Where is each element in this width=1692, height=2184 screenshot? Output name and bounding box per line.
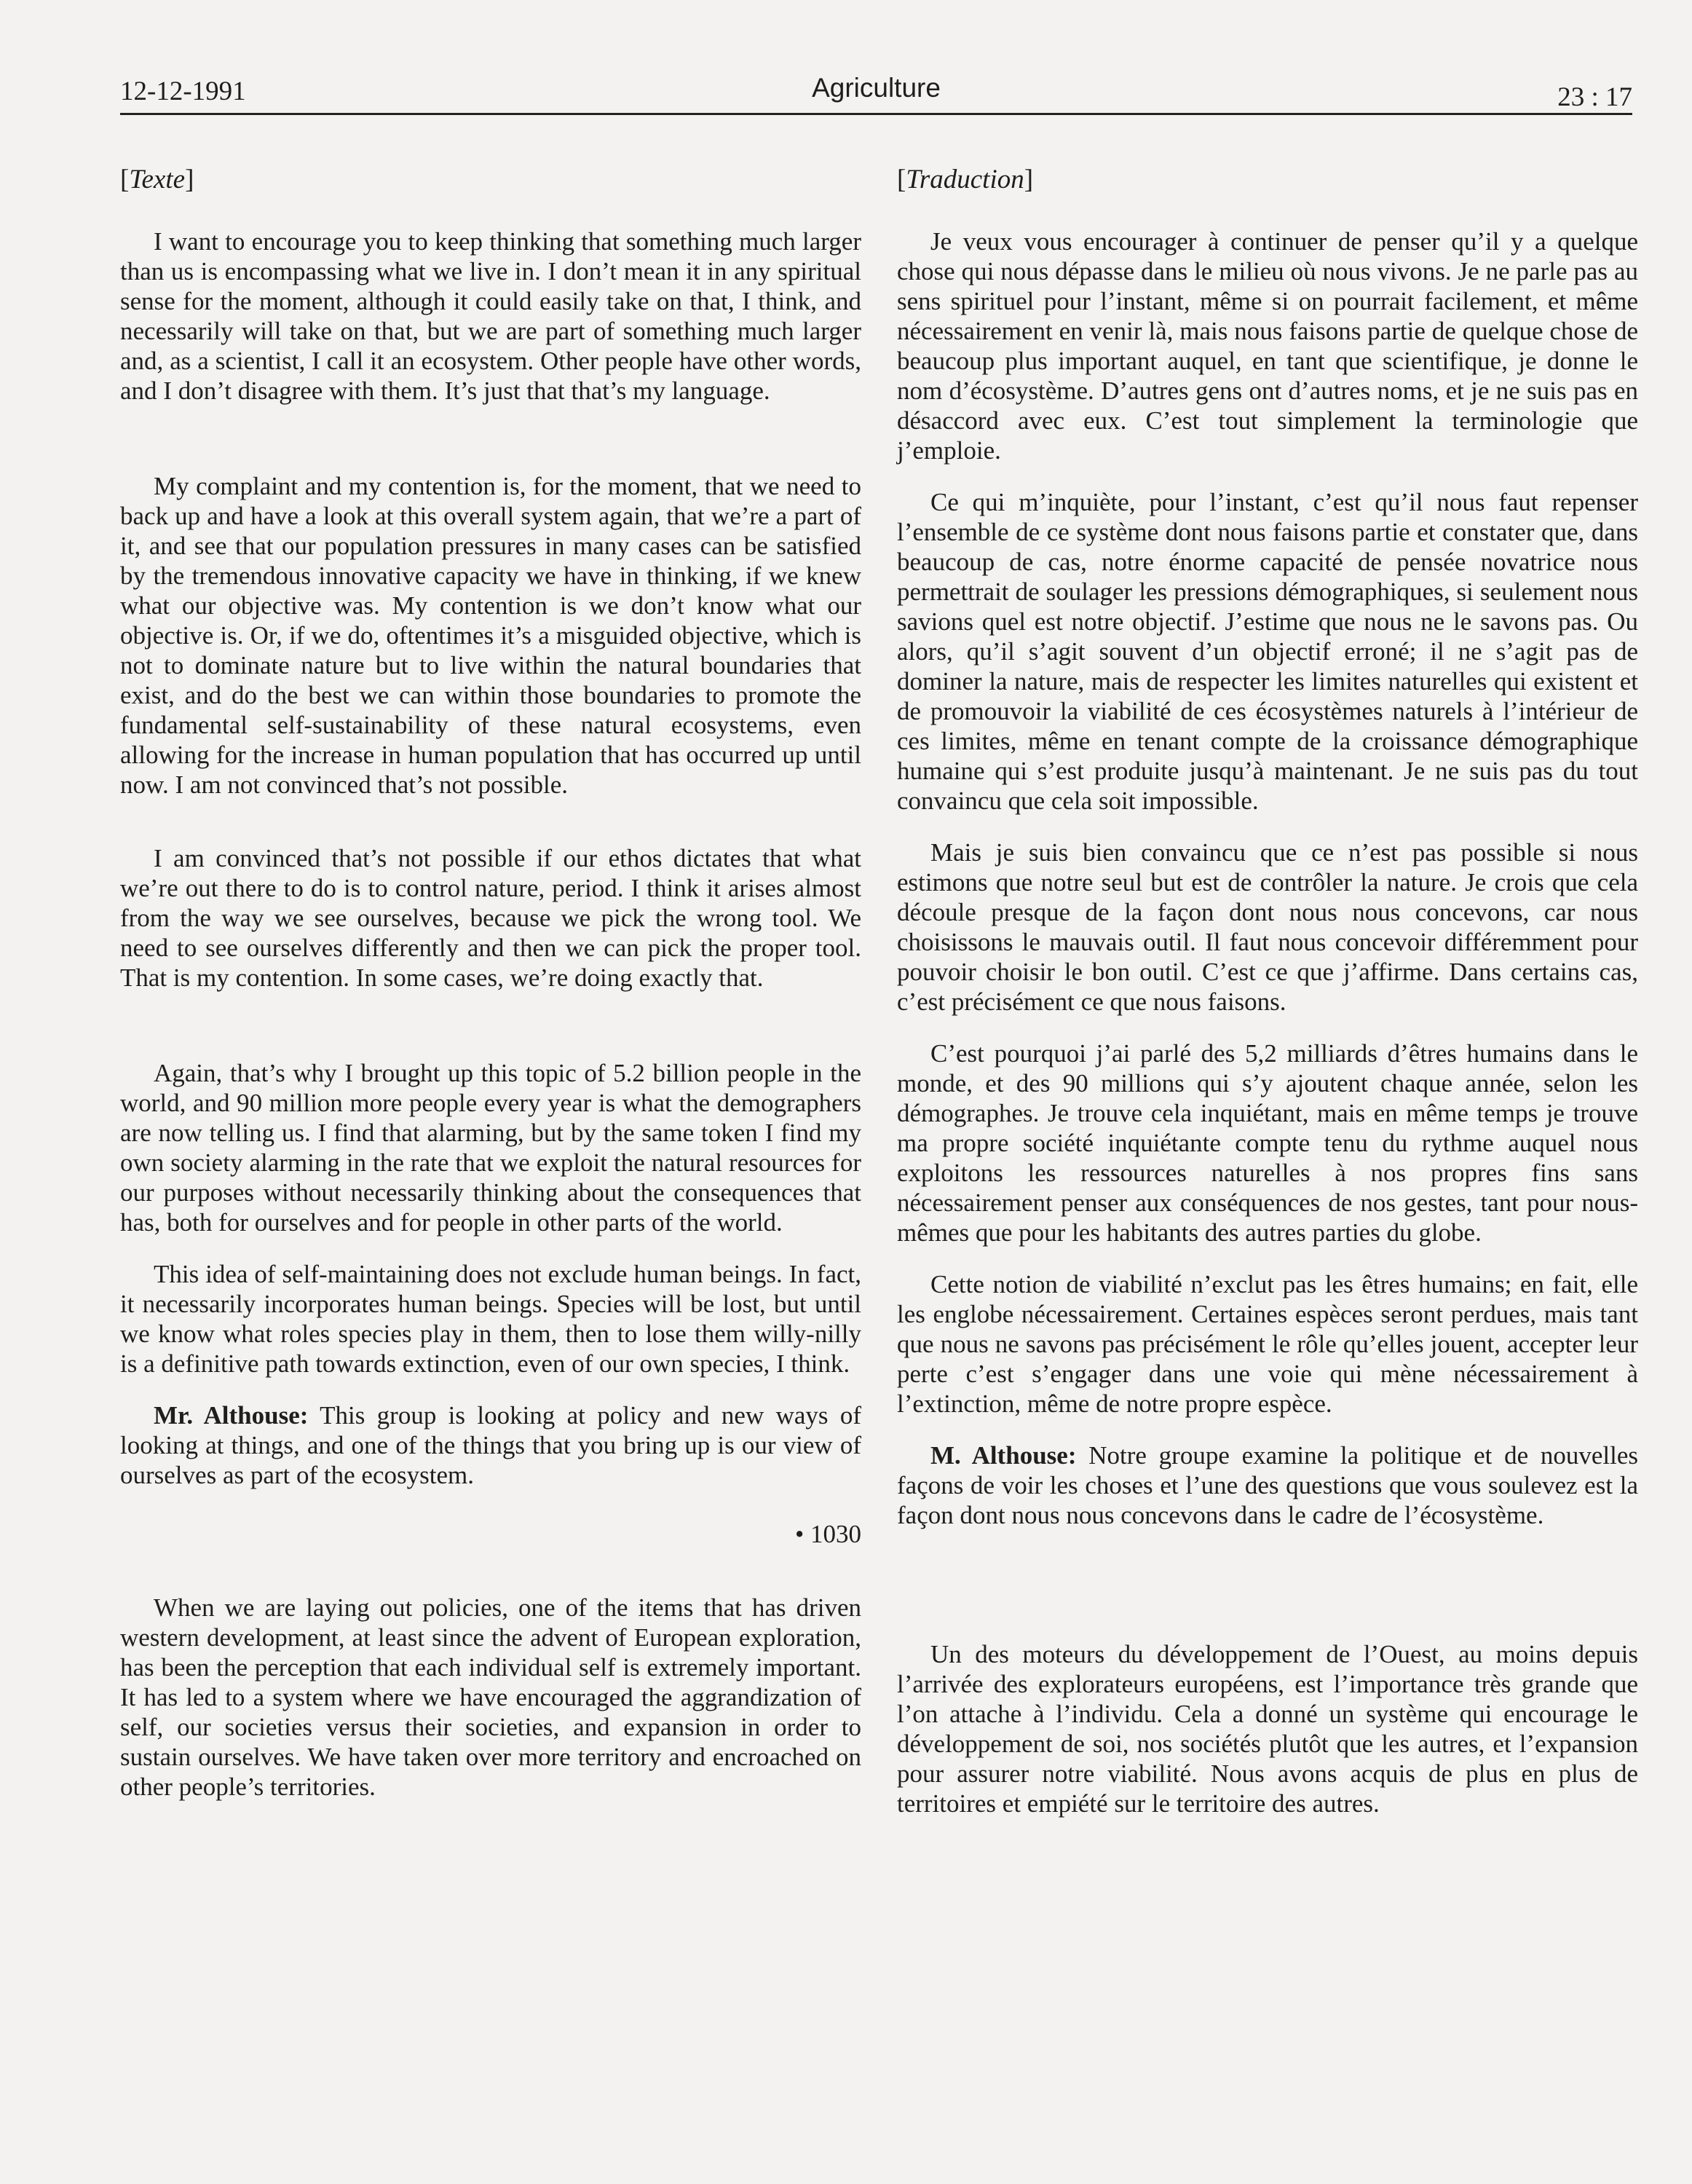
time-marker: • 1030: [794, 1520, 861, 1548]
paragraph: Mais je suis bien convaincu que ce n’est pas possible si nous estimons que notre seul but est de contrôler la nature. Je crois que cela découle presque de la façon dont nous nous concevons, car nous choisissons le mauvais outil. Il faut nous concevoir différemment pour pouvoir choisir le bon outil. C’est ce que j’affirme. Dans certains cas, c’est précisément ce que nous faisons.: [897, 838, 1638, 1016]
language-label-text: Texte: [129, 165, 186, 194]
speaker-name: M. Althouse:: [930, 1441, 1077, 1470]
language-label-english: [Texte]: [120, 165, 194, 194]
speaker-text: Notre groupe examine la politique et de nouvelles façons de voir les choses et l’une des questions que vous soulevez est la façon dont nous nous concevons dans le cadre de l’écosystème.: [897, 1441, 1638, 1529]
english-column: [120, 164, 861, 1802]
paragraph: Again, that’s why I brought up this topic of 5.2 billion people in the world, and 90 million more people every year is what the demographers are now telling us. I find that alarming, but by the same token I find my own society alarming in the rate that we exploit the natural resources for our purposes without necessarily thinking about the consequences that has, both for ourselves and for people in other parts of the world.: [120, 1059, 861, 1237]
paragraph: This idea of self-maintaining does not exclude human beings. In fact, it necessarily incorporates human beings. Species will be lost, but until we know what roles species play in them, then to lose them willy-nilly is a definitive path towards extinction, even of our own species, I think.: [120, 1260, 861, 1378]
paragraph: Ce qui m’inquiète, pour l’instant, c’est qu’il nous faut repenser l’ensemble de ce système dont nous faisons partie et constater que, dans beaucoup de cas, notre énorme capacité de pensée novatrice nous permettrait de soulager les pressions démographiques, si seulement nous savions quel est notre objectif. J’estime que nous ne le savons pas. Ou alors, qu’il s’agit souvent d’un objectif erroné; il ne s’agit pas de dominer la nature, mais de respecter les limites naturelles qui existent et de promouvoir la viabilité de ces écosystèmes naturels à l’intérieur de ces limites, même en tenant compte de la croissance démographique humaine qui s’est produite jusqu’à maintenant. Je ne suis pas du tout convaincu que cela soit impossible.: [897, 488, 1638, 815]
speaker-text: This group is looking at policy and new ways of looking at things, and one of the things that you bring up is our view of ourselves as part of the ecosystem.: [120, 1401, 862, 1489]
speaker-name: Mr. Althouse:: [154, 1401, 309, 1430]
paragraph: Cette notion de viabilité n’exclut pas les êtres humains; en fait, elle les englobe nécessairement. Certaines espèces seront perdues, mais tant que nous ne savons pas précisément le rôle qu’elles jouent, accepter leur perte c’est s’engager dans une voie qui mène nécessairement à l’extinction, même de notre propre espèce.: [897, 1270, 1638, 1418]
paragraph: C’est pourquoi j’ai parlé des 5,2 milliards d’êtres humains dans le monde, et des 90 millions qui s’y ajoutent chaque année, selon les démographes. Je trouve cela inquiétant, mais en même temps je trouve ma propre société inquiétante compte tenu du rythme auquel nous exploitons les ressources naturelles à nos propres fins sans nécessairement penser aux conséquences de nos gestes, tant pour nous-mêmes que pour les habitants des autres parties du globe.: [897, 1039, 1638, 1247]
header-rule: [120, 113, 1632, 115]
language-label-text: Traduction: [906, 165, 1024, 194]
language-label-french: [Traduction]: [897, 165, 1034, 194]
header-page-number: 23 : 17: [1557, 82, 1632, 112]
paragraph: I want to encourage you to keep thinking that something much larger than us is encompassing what we live in. I don’t mean it in any spiritual sense for the moment, although it could easily take on that, I think, and necessarily will take on that, but we are part of something much larger and, as a scientist, I call it an ecosystem. Other people have other words, and I don’t disagree with them. It’s just that that’s my language.: [120, 227, 861, 405]
header-section-title: Agriculture: [812, 73, 941, 103]
speaker-paragraph: [120, 1400, 861, 1490]
page-header: [120, 70, 1632, 114]
french-column: [897, 164, 1638, 1818]
header-date: 12-12-1991: [120, 76, 246, 106]
paragraph: When we are laying out policies, one of the items that has driven western development, at least since the advent of European exploration, has been the perception that each individual self is extremely important. It has led to a system where we have encouraged the aggrandization of self, our societies versus their societies, and expansion in order to sustain ourselves. We have taken over more territory and encroached on other people’s territories.: [120, 1593, 861, 1801]
paragraph: I am convinced that’s not possible if our ethos dictates that what we’re out there to do is to control nature, period. I think it arises almost from the way we see ourselves, because we pick the wrong tool. We need to see ourselves differently and then we can pick the proper tool. That is my contention. In some cases, we’re doing exactly that.: [120, 844, 861, 992]
paragraph: Je veux vous encourager à continuer de penser qu’il y a quelque chose qui nous dépasse dans le milieu où nous vivons. Je ne parle pas au sens spirituel pour l’instant, même si on pourrait facilement, et même nécessairement en venir là, mais nous faisons partie de quelque chose de beaucoup plus important auquel, en tant que scientifique, je donne le nom d’écosystème. D’autres gens ont d’autres noms, et je ne suis pas en désaccord avec eux. C’est tout simplement la terminologie que j’emploie.: [897, 227, 1638, 465]
speaker-paragraph: [897, 1440, 1638, 1530]
paragraph: My complaint and my contention is, for the moment, that we need to back up and have a look at this overall system again, that we’re a part of it, and see that our population pressures in many cases can be satisfied by the tremendous innovative capacity we have in thinking, if we knew what our objective was. My contention is we don’t know what our objective is. Or, if we do, oftentimes it’s a misguided objective, which is not to dominate nature but to live within the natural boundaries that exist, and do the best we can within those boundaries to promote the fundamental self-sustainability of these natural ecosystems, even allowing for the increase in human population that has occurred up until now. I am not convinced that’s not possible.: [120, 472, 861, 799]
paragraph: Un des moteurs du développement de l’Ouest, au moins depuis l’arrivée des explorateurs européens, est l’importance très grande que l’on attache à l’individu. Cela a donné un système qui encourage le développement de soi, nos sociétés plutôt que les autres, et l’expansion pour assurer notre viabilité. Nous avons acquis de plus en plus de territoires et empiété sur le territoire des autres.: [897, 1640, 1638, 1818]
